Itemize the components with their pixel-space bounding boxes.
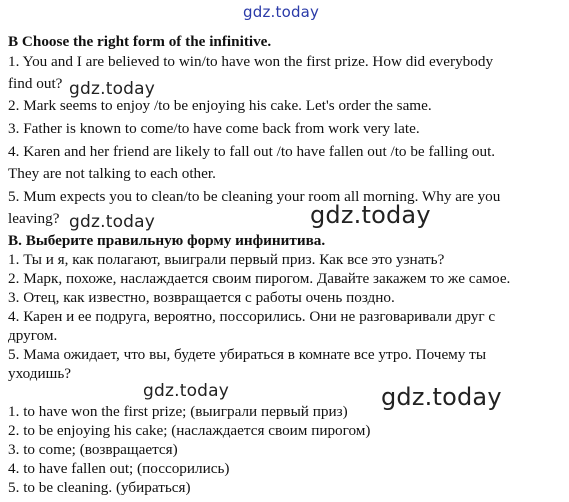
translation-line: 1. Ты и я, как полагают, выиграли первый приз. Как все это узнать? [8, 251, 445, 268]
answer-line: 2. to be enjoying his cake; (наслаждается своим пирогом) [8, 422, 371, 439]
exercise-line: 5. Mum expects you to clean/to be cleaning your room all morning. Why are you [8, 188, 501, 205]
translation-line: уходишь? [8, 365, 71, 382]
exercise-line: find out? [8, 75, 63, 92]
watermark-large: gdz.today [381, 383, 502, 411]
watermark-large: gdz.today [310, 201, 431, 229]
answer-line: 4. to have fallen out; (поссорились) [8, 460, 230, 477]
exercise-line: They are not talking to each other. [8, 165, 216, 182]
watermark: gdz.today [143, 381, 230, 401]
watermark: gdz.today [69, 79, 156, 99]
exercise-line: 1. You and I are believed to win/to have won the first prize. How did everybody [8, 53, 494, 70]
answer-line: 5. to be cleaning. (убираться) [8, 479, 191, 496]
answer-line: 1. to have won the first prize; (выиграли первый приз) [8, 403, 348, 420]
translation-line: 4. Карен и ее подруга, вероятно, поссорились. Они не разговаривали друг с [8, 308, 496, 325]
exercise-line: leaving? [8, 210, 60, 227]
exercise-line: 3. Father is known to come/to have come back from work very late. [8, 120, 420, 137]
translation-line: 5. Мама ожидает, что вы, будете убираться в комнате все утро. Почему ты [8, 346, 487, 363]
exercise-heading-en: B Choose the right form of the infinitive. [8, 33, 272, 50]
answer-line: 3. to come; (возвращается) [8, 441, 178, 458]
exercise-line: 2. Mark seems to enjoy /to be enjoying his cake. Let's order the same. [8, 97, 432, 114]
translation-line: другом. [8, 327, 58, 344]
watermark-top: gdz.today [243, 3, 320, 21]
exercise-heading-ru: В. Выберите правильную форму инфинитива. [8, 232, 326, 249]
exercise-line: 4. Karen and her friend are likely to fall out /to have fallen out /to be falling out. [8, 143, 496, 160]
translation-line: 3. Отец, как известно, возвращается с работы очень поздно. [8, 289, 395, 306]
watermark: gdz.today [69, 212, 156, 232]
translation-line: 2. Марк, похоже, наслаждается своим пирогом. Давайте закажем то же самое. [8, 270, 511, 287]
